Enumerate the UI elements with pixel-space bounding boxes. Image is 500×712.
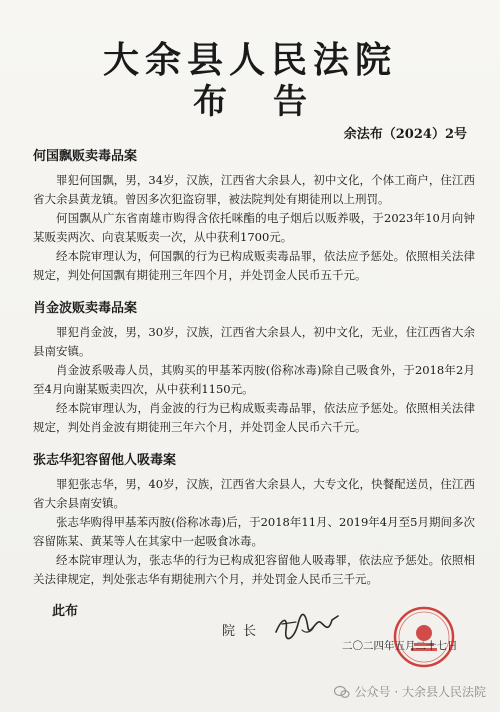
case-paragraph: 罪犯张志华，男，40岁，汉族，江西省大余县人，大专文化，快餐配送员，住江西省大余县南安镇。 xyxy=(33,477,475,510)
case-section xyxy=(33,299,475,437)
case-title: 何国飘贩卖毒品案 xyxy=(33,149,138,164)
case-section xyxy=(33,451,475,589)
closing-text: 此布 xyxy=(52,604,79,619)
case-paragraph: 罪犯肖金波，男，30岁，汉族，江西省大余县人，初中文化，无业，住江西省大余县南安镇。 xyxy=(33,325,475,358)
notice-content xyxy=(33,147,475,603)
notice-title: 布告 xyxy=(193,82,353,122)
case-section xyxy=(33,147,475,285)
case-paragraph: 经本院审理认为，何国飘的行为已构成贩卖毒品罪，依法应予惩处。依照相关法律规定，判处何国飘有期徒刑三年四个月，并处罚金人民币五千元。 xyxy=(33,249,475,282)
footer-text: 公众号 · 大余县人民法院 xyxy=(354,685,486,699)
case-paragraph: 何国飘从广东省南雄市购得含依托咪酯的电子烟后以贩养吸，于2023年10月向钟某贩卖两次、向袁某贩卖一次，从中获利1700元。 xyxy=(33,211,475,244)
court-seal-icon xyxy=(392,605,456,669)
issue-date: 二〇二四年五月二十七日 xyxy=(342,640,458,652)
wechat-footer xyxy=(334,683,486,700)
president-label: 院长 xyxy=(222,624,265,639)
handwritten-signature xyxy=(272,610,344,646)
document-number: 余法布（2024）2号 xyxy=(343,127,467,142)
case-paragraph: 经本院审理认为，肖金波的行为已构成贩卖毒品罪，依法应予惩处。依照相关法律规定，判处肖金波有期徒刑三年六个月，并处罚金人民币六千元。 xyxy=(33,401,475,434)
case-paragraph: 肖金波系吸毒人员，其购买的甲基苯丙胺(俗称冰毒)除自己吸食外，于2018年2月至4月向谢某贩卖四次，从中获利1150元。 xyxy=(33,363,475,396)
case-paragraph: 张志华购得甲基苯丙胺(俗称冰毒)后，于2018年11月、2019年4月至5月期间多次容留陈某、黄某等人在其家中一起吸食冰毒。 xyxy=(33,515,475,548)
case-paragraph: 罪犯何国飘，男，34岁，汉族，江西省大余县人，初中文化，个体工商户，住江西省大余县黄龙镇。曾因多次犯盗窃罪，被法院判处有期徒刑以上刑罚。 xyxy=(33,173,475,206)
case-paragraph: 经本院审理认为，张志华的行为已构成犯容留他人吸毒罪，依法应予惩处。依照相关法律规定，判处张志华有期徒刑六个月，并处罚金人民币三千元。 xyxy=(33,553,475,586)
case-title: 张志华犯容留他人吸毒案 xyxy=(33,453,177,468)
wechat-icon xyxy=(334,685,350,699)
court-name-title: 大余县人民法院 xyxy=(102,39,397,81)
case-title: 肖金波贩卖毒品案 xyxy=(33,301,138,316)
